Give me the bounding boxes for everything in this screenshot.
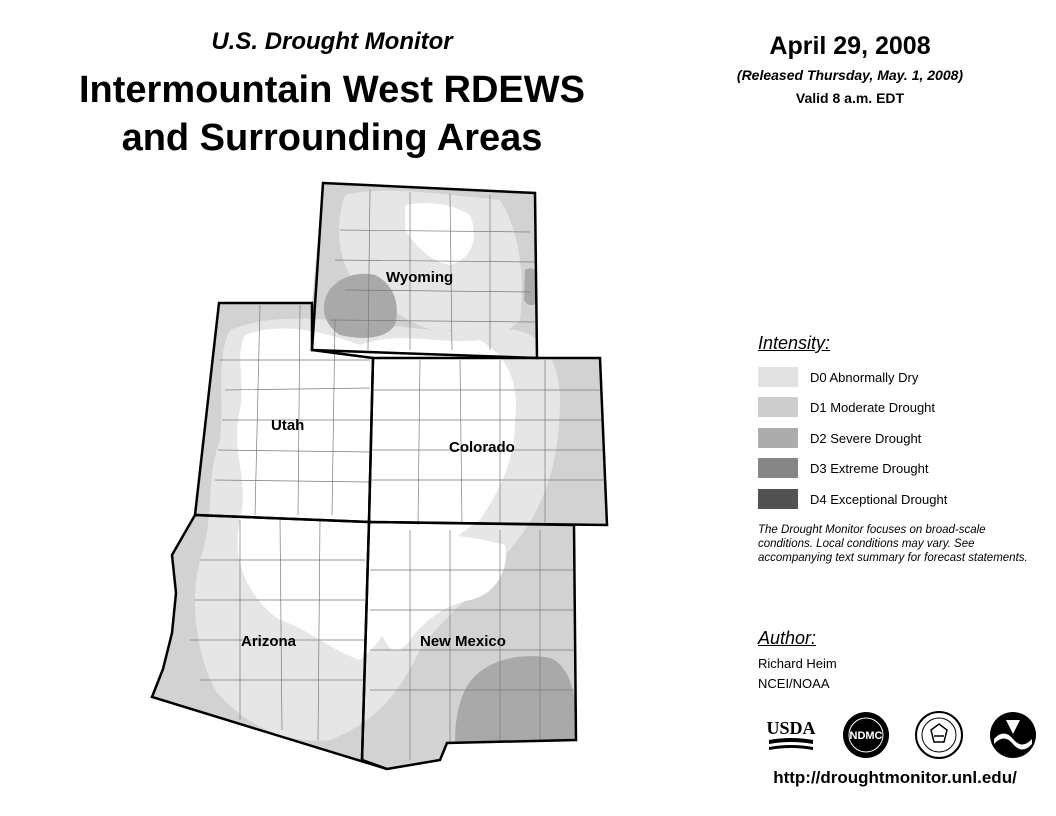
legend-label-d1: D1 Moderate Drought xyxy=(810,399,936,415)
map-title-line2: and Surrounding Areas xyxy=(121,117,543,159)
author-title: Author: xyxy=(758,628,817,648)
legend-label-d0: D0 Abnormally Dry xyxy=(810,369,919,385)
legend-item-d2 xyxy=(758,427,921,449)
legend-swatch-d1 xyxy=(758,397,798,417)
valid-time: Valid 8 a.m. EDT xyxy=(795,90,905,106)
legend-label-d4: D4 Exceptional Drought xyxy=(810,491,948,507)
svg-text:NDMC: NDMC xyxy=(849,730,883,742)
legend-swatch-d0 xyxy=(758,367,798,387)
map-subtitle: U.S. Drought Monitor xyxy=(211,28,453,55)
map-title-line1: Intermountain West RDEWS xyxy=(79,69,585,111)
noaa-logo-icon xyxy=(988,710,1038,760)
release-date: (Released Thursday, May. 1, 2008) xyxy=(736,67,964,83)
legend-item-d0 xyxy=(758,366,918,388)
legend-item-d1 xyxy=(758,396,935,418)
doc-seal-icon xyxy=(914,710,964,760)
source-url[interactable]: http://droughtmonitor.unl.edu/ xyxy=(773,768,1017,787)
legend-swatch-d3 xyxy=(758,458,798,478)
ndmc-logo-icon xyxy=(841,710,891,760)
legend-item-d3 xyxy=(758,457,929,479)
label-wyoming: Wyoming xyxy=(386,269,454,286)
legend-swatch-d2 xyxy=(758,428,798,448)
legend-label-d2: D2 Severe Drought xyxy=(810,430,922,446)
label-utah: Utah xyxy=(271,417,305,434)
author-name: Richard Heim xyxy=(758,656,837,671)
author-org: NCEI/NOAA xyxy=(758,676,830,691)
usda-logo-icon xyxy=(766,710,816,760)
legend-item-d4 xyxy=(758,488,947,510)
d2-area-wy-east xyxy=(524,268,540,305)
label-new-mexico: New Mexico xyxy=(420,633,506,650)
label-arizona: Arizona xyxy=(241,633,297,650)
map-date: April 29, 2008 xyxy=(769,32,931,60)
legend-label-d3: D3 Extreme Drought xyxy=(810,460,929,476)
disclaimer-note: The Drought Monitor focuses on broad-scale conditions. Local conditions may vary. See accompanying text summary for forecast statements. xyxy=(758,524,1028,564)
svg-text:USDA: USDA xyxy=(766,718,816,738)
legend-swatch-d4 xyxy=(758,489,798,509)
label-colorado: Colorado xyxy=(449,439,515,456)
legend-title: Intensity: xyxy=(758,333,831,353)
